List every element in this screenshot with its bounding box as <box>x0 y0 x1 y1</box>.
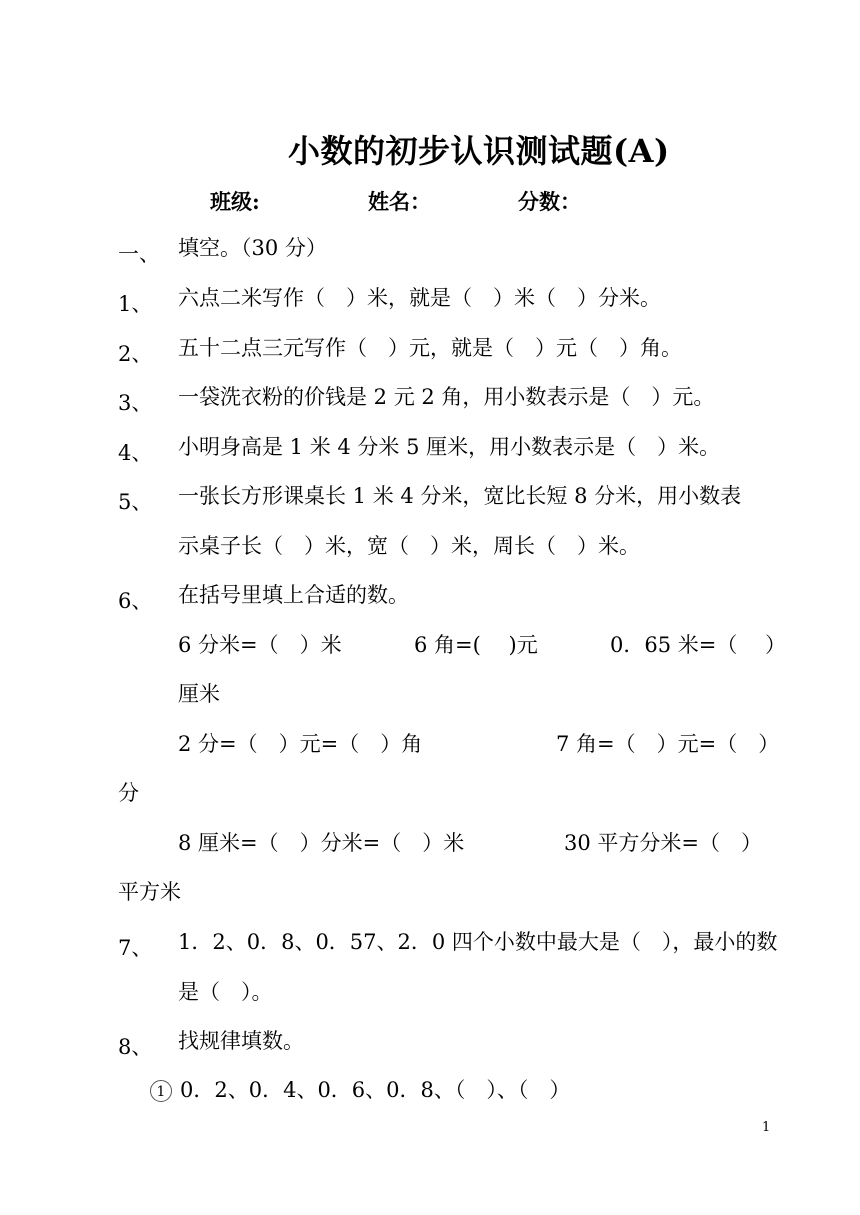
conversion-item: 6 角=( )元 <box>414 633 538 657</box>
conversion-item: 8 厘米=（ ）分米=（ ）米 <box>178 831 465 855</box>
question-number: 7、 <box>118 936 153 960</box>
question-number: 3、 <box>118 391 153 415</box>
name-label: 姓名： <box>368 189 431 214</box>
page-number: 1 <box>762 1120 771 1135</box>
question-number: 2、 <box>118 342 153 366</box>
question-number: 4、 <box>118 441 153 465</box>
question-number: 8、 <box>118 1035 153 1059</box>
question-number: 6、 <box>118 589 153 613</box>
question-text-continued: 示桌子长（ ）米，宽（ ）米，周长（ ）米。 <box>178 534 640 558</box>
question-text: 五十二点三元写作（ ）元，就是（ ）元（ ）角。 <box>178 336 682 360</box>
question-number: 1、 <box>118 292 153 316</box>
section-number: 一、 <box>118 242 160 266</box>
conversion-item-continued: 分 <box>118 781 139 805</box>
conversion-item-continued: 平方米 <box>118 880 181 904</box>
question-text-continued: 是（ ）。 <box>178 980 273 1004</box>
question-text: 一张长方形课桌长 1 米 4 分米，宽比长短 8 分米，用小数表 <box>178 484 742 508</box>
class-label: 班级: <box>210 189 260 214</box>
question-text: 找规律填数。 <box>178 1029 304 1053</box>
question-text: 六点二米写作（ ）米，就是（ ）米（ ）分米。 <box>178 286 661 310</box>
conversion-item: 2 分=（ ）元=（ ）角 <box>178 732 423 756</box>
conversion-item-continued: 厘米 <box>178 682 220 706</box>
circled-number-icon: 1 <box>150 1080 172 1102</box>
score-label: 分数： <box>518 189 581 214</box>
page-title: 小数的初步认识测试题(A) <box>288 132 670 170</box>
question-number: 5、 <box>118 490 153 514</box>
number-sequence: 0．2、0．4、0．6、0．8、（ ）、（ ） <box>180 1078 571 1102</box>
conversion-item: 7 角=（ ）元=（ ） <box>556 732 780 756</box>
conversion-item: 0．65 米=（ ） <box>610 633 787 657</box>
question-text: 一袋洗衣粉的价钱是 2 元 2 角，用小数表示是（ ）元。 <box>178 385 715 409</box>
question-text: 小明身高是 1 米 4 分米 5 厘米，用小数表示是（ ）米。 <box>178 435 721 459</box>
question-text: 1．2、0．8、0．57、2．0 四个小数中最大是（ ），最小的数 <box>178 930 778 954</box>
question-text: 在括号里填上合适的数。 <box>178 583 409 607</box>
conversion-item: 6 分米=（ ）米 <box>178 633 342 657</box>
conversion-item: 30 平方分米=（ ） <box>564 831 762 855</box>
section-title: 填空。（30 分） <box>178 236 327 260</box>
